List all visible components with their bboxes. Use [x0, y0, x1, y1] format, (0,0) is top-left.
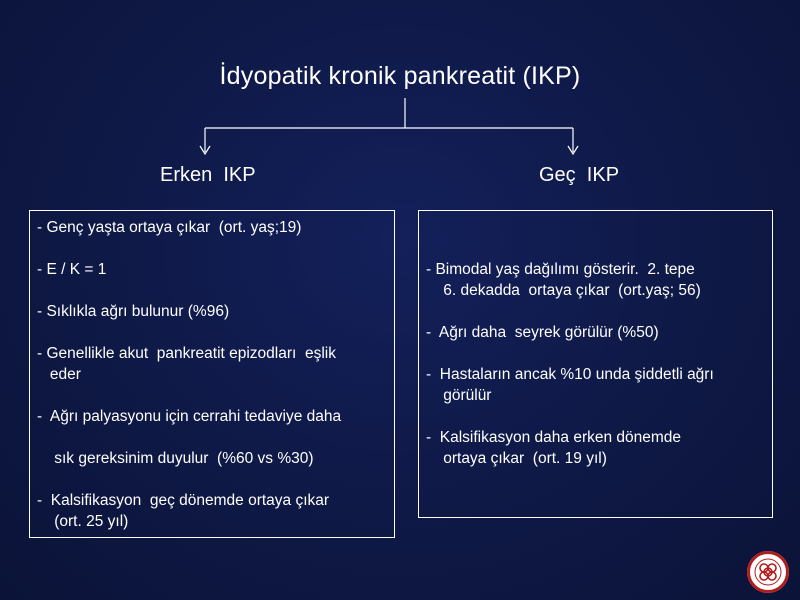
bullet-line: - Bimodal yaş dağılımı gösterir. 2. tepe [426, 261, 695, 278]
spacer-line [426, 343, 772, 364]
bullet-line: - Hastaların ancak %10 unda şiddetli ağrı [426, 366, 714, 383]
spacer-line [37, 238, 394, 259]
institution-seal-icon [746, 550, 790, 594]
bullet-line: görülür [426, 387, 492, 404]
spacer-line [37, 469, 394, 490]
late-ikp-box [418, 210, 773, 518]
bullet-line: eder [37, 366, 81, 383]
bullet-line: - Genellikle akut pankreatit epizodları eşlik [37, 345, 336, 362]
spacer-line [37, 322, 394, 343]
spacer-line [426, 238, 772, 259]
bullet-line: (ort. 25 yıl) [37, 513, 129, 530]
bullet-line: - E / K = 1 [37, 261, 107, 278]
bullet-line: 6. dekadda ortaya çıkar (ort.yaş; 56) [426, 282, 701, 299]
spacer-line [37, 385, 394, 406]
bullet-line: sık gereksinim duyulur (%60 vs %30) [37, 450, 314, 467]
right-branch-label: Geç IKP [539, 164, 620, 186]
bullet-line: - Kalsifikasyon geç dönemde ortaya çıkar [37, 492, 330, 509]
bullet-line: - Genç yaşta ortaya çıkar (ort. yaş;19) [37, 219, 302, 236]
bullet-line: - Sıklıkla ağrı bulunur (%96) [37, 303, 230, 320]
spacer-line [426, 301, 772, 322]
bullet-line: - Kalsifikasyon daha erken dönemde [426, 429, 682, 446]
spacer-line [37, 427, 394, 448]
bullet-line: ortaya çıkar (ort. 19 yıl) [426, 450, 607, 467]
left-branch-label: Erken IKP [160, 164, 256, 186]
page-title: İdyopatik kronik pankreatit (IKP) [219, 62, 581, 90]
early-ikp-box [29, 210, 395, 538]
spacer-line [37, 280, 394, 301]
spacer-line [426, 217, 772, 238]
spacer-line [426, 406, 772, 427]
bullet-line: - Ağrı daha seyrek görülür (%50) [426, 324, 659, 341]
bullet-line: - Ağrı palyasyonu için cerrahi tedaviye daha [37, 408, 342, 425]
